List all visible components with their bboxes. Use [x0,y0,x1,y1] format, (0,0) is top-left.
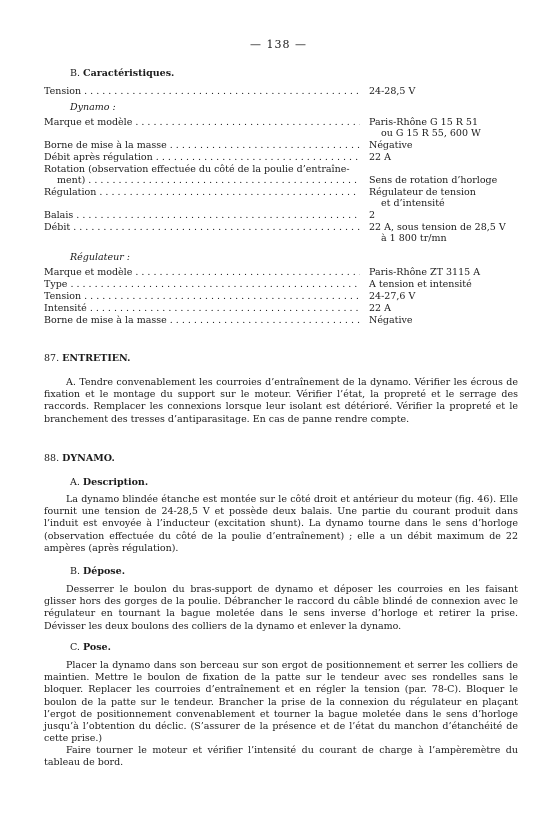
depose-letter: B. [70,566,81,577]
spec-value: Paris-Rhône G 15 R 51 [369,117,479,128]
spec-value: Régulateur de tension [369,187,476,198]
page-number: — 138 — [250,38,307,51]
regulateur-subtitle: Régulateur : [70,252,130,263]
tension-label: Tension . . . [44,86,360,97]
depose-paragraph: Desserrer le boulon du bras-support de dynamo et déposer les courroies en les faisant glisser hors des gorges de la poulie. Débrancher le raccord du câble blindé de connexion avec le régulateur en tournant la bague moletée dans le sens inverse d’horloge et retirer la prise. Dévisser les deux boulons des colliers de la dynamo et enlever la dynamo. [44,584,518,632]
spec-label: Tension . . . [44,291,360,302]
spec-value: Négative [369,140,413,151]
depose-heading [70,566,125,577]
spec-label: Rotation (observation effectuée du côté de la poulie d’entraîne- [44,164,350,175]
spec-label: Borne de mise à la masse . . . [44,315,360,326]
description-title: Description. [82,477,149,488]
spec-label: Débit . . . [44,222,360,233]
section-88-number: 88. [44,453,60,464]
spec-label: ment) . . . [57,175,360,186]
section-88-title: DYNAMO. [62,453,115,464]
spec-value: ou G 15 R 55, 600 W [381,128,481,139]
spec-value: 22 A [369,303,391,314]
entretien-paragraph: A. Tendre convenablement les courroies d’entraînement de la dynamo. Vérifier les écrous de fixation et le montage du support sur le moteur. Vérifier l’état, la propreté et le serrage des raccords. Remplacer les connexions lorsque leur isolant est détérioré. Vérifier la propreté et le branchement des tresses d’antiparasitage. En cas de panne rendre compte. [44,377,518,425]
dynamo-subtitle: Dynamo : [70,102,116,113]
spec-label: Intensité . . . [44,303,360,314]
section-88-heading [44,453,115,464]
pose-paragraph-1: Placer la dynamo dans son berceau sur son ergot de positionnement et serrer les colliers de maintien. Mettre le boulon de fixation de la patte sur le tendeur avec ses rondelles sans le bloquer. Replacer les courroies d’entraînement et en régler la tension (par. 78-C). Bloquer le boulon de la patte sur le tendeur. Brancher la prise de la connexion du régulateur en plaçant l’ergot de positionnement convenablement et tourner la bague moletée dans le sens d’horloge jusqu’à l’obtention du déclic. (S’assurer de la présence et de l’état du manchon d’étanchéité de cette prise.) [44,660,518,745]
spec-value: A tension et intensité [369,279,472,290]
spec-label: Type . . . [44,279,360,290]
spec-label: Débit après régulation . . . [44,152,360,163]
spec-label: Balais . . . [44,210,360,221]
spec-value: 22 A, sous tension de 28,5 V [369,222,506,233]
spec-value: 22 A [369,152,391,163]
spec-value: Négative [369,315,413,326]
pose-title: Pose. [82,642,111,653]
spec-value: 2 [369,210,376,221]
spec-label: Marque et modèle . . . [44,267,360,278]
spec-value: à 1 800 tr/mn [381,233,447,244]
spec-value: 24-27,6 V [369,291,416,302]
section-b-title: Caractéristiques. [83,68,175,79]
description-letter: A. [70,477,80,488]
spec-value: Sens de rotation d’horloge [369,175,498,186]
pose-heading [70,642,111,653]
spec-label: Régulation . . . [44,187,360,198]
spec-value: Paris-Rhône ZT 3115 A [369,267,481,278]
tension-value: 24-28,5 V [369,86,416,97]
section-87-title: ENTRETIEN. [62,353,131,364]
description-paragraph: La dynamo blindée étanche est montée sur le côté droit et antérieur du moteur (fig. 46). Elle fournit une tension de 24-28,5 V et possède deux balais. Une partie du courant produit dans l’induit est envoyée à l’inducteur (excitation shunt). La dynamo tourne dans le sens d’horloge (observation effectuée du côté de la poulie d’entraînement) ; elle a un débit maximum de 22 ampères (après régulation). [44,494,518,554]
pose-paragraph-2: Faire tourner le moteur et vérifier l’intensité du courant de charge à l’ampèremètre du tableau de bord. [44,745,518,769]
depose-title: Dépose. [83,566,126,577]
section-87-number: 87. [44,353,60,364]
pose-letter: C. [70,642,80,653]
description-heading [70,477,148,488]
spec-label: Borne de mise à la masse . . . [44,140,360,151]
section-87-heading [44,353,130,364]
spec-value: et d’intensité [381,198,445,209]
section-b-letter: B. [70,68,81,79]
section-b-heading [70,68,174,79]
spec-label: Marque et modèle . . . [44,117,360,128]
